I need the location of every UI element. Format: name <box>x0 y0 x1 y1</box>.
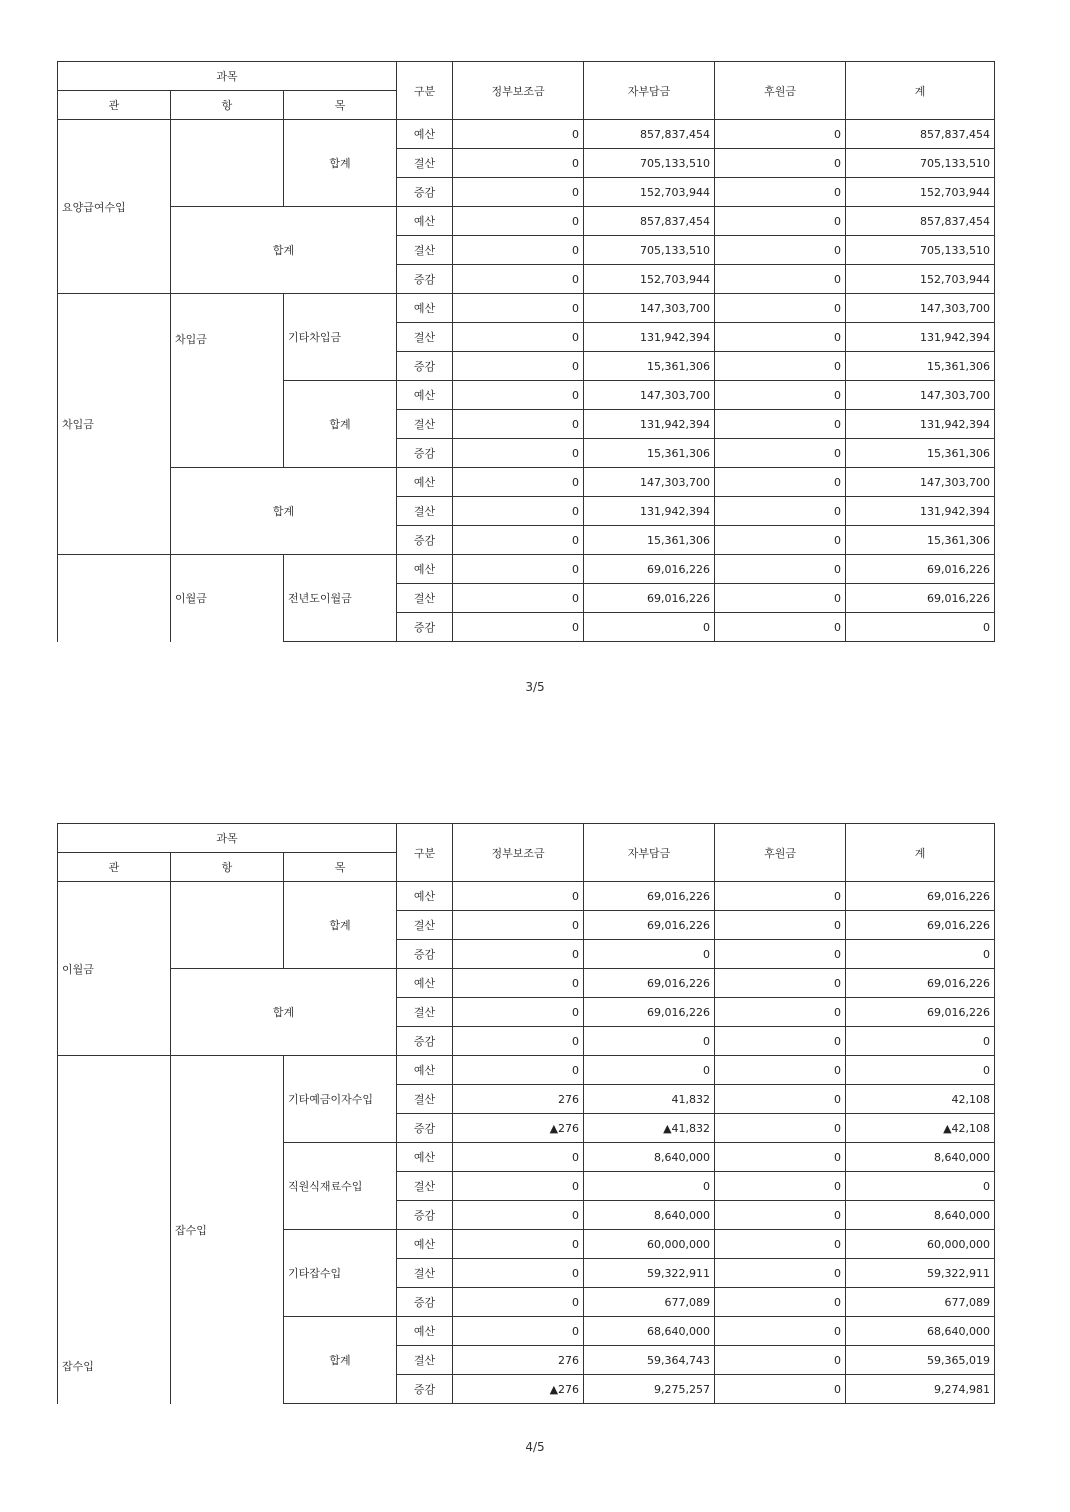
total-cell: 131,942,394 <box>846 497 995 526</box>
donation-cell: 0 <box>715 584 846 613</box>
total-cell: 152,703,944 <box>846 265 995 294</box>
gubun-cell: 결산 <box>397 584 453 613</box>
gov-subsidy-cell: ▲276 <box>453 1114 584 1143</box>
total-cell: 705,133,510 <box>846 236 995 265</box>
gov-subsidy-cell: 0 <box>453 969 584 998</box>
total-cell: 69,016,226 <box>846 911 995 940</box>
donation-cell: 0 <box>715 468 846 497</box>
gov-subsidy-cell: 0 <box>453 1317 584 1346</box>
header-row <box>58 824 995 853</box>
header-subject: 과목 <box>58 62 397 91</box>
header-self-burden: 자부담금 <box>584 824 715 882</box>
header-gwan: 관 <box>58 853 171 882</box>
gubun-cell: 결산 <box>397 1085 453 1114</box>
donation-cell: 0 <box>715 1288 846 1317</box>
donation-cell: 0 <box>715 1114 846 1143</box>
self-burden-cell: 69,016,226 <box>584 555 715 584</box>
self-burden-cell: 152,703,944 <box>584 178 715 207</box>
gubun-cell: 증감 <box>397 526 453 555</box>
gubun-cell: 예산 <box>397 555 453 584</box>
donation-cell: 0 <box>715 1027 846 1056</box>
donation-cell: 0 <box>715 1317 846 1346</box>
self-burden-cell: 69,016,226 <box>584 911 715 940</box>
gov-subsidy-cell: 0 <box>453 207 584 236</box>
gubun-cell: 예산 <box>397 207 453 236</box>
gubun-cell: 증감 <box>397 1375 453 1404</box>
self-burden-cell: 15,361,306 <box>584 526 715 555</box>
gubun-cell: 예산 <box>397 969 453 998</box>
total-cell: 677,089 <box>846 1288 995 1317</box>
gov-subsidy-cell: 0 <box>453 468 584 497</box>
donation-cell: 0 <box>715 1143 846 1172</box>
self-burden-cell: 131,942,394 <box>584 410 715 439</box>
self-burden-cell: 8,640,000 <box>584 1143 715 1172</box>
mok-cell: 직원식재료수입 <box>284 1143 397 1230</box>
header-self-burden: 자부담금 <box>584 62 715 120</box>
header-total: 계 <box>846 62 995 120</box>
gov-subsidy-cell: 0 <box>453 265 584 294</box>
total-cell: 131,942,394 <box>846 410 995 439</box>
gubun-cell: 예산 <box>397 120 453 149</box>
total-cell: 152,703,944 <box>846 178 995 207</box>
total-cell: 68,640,000 <box>846 1317 995 1346</box>
gov-subsidy-cell: 0 <box>453 352 584 381</box>
donation-cell: 0 <box>715 207 846 236</box>
total-cell: 69,016,226 <box>846 584 995 613</box>
self-burden-cell: 857,837,454 <box>584 207 715 236</box>
gubun-cell: 예산 <box>397 468 453 497</box>
total-cell: 15,361,306 <box>846 352 995 381</box>
table-row <box>58 120 995 149</box>
donation-cell: 0 <box>715 1230 846 1259</box>
page-4 <box>0 762 1070 1512</box>
gov-subsidy-cell: 0 <box>453 1230 584 1259</box>
donation-cell: 0 <box>715 439 846 468</box>
gov-subsidy-cell: 276 <box>453 1346 584 1375</box>
gov-subsidy-cell: 0 <box>453 149 584 178</box>
donation-cell: 0 <box>715 352 846 381</box>
total-cell: 147,303,700 <box>846 381 995 410</box>
gov-subsidy-cell: 0 <box>453 613 584 642</box>
header-row <box>58 62 995 91</box>
self-burden-cell: 69,016,226 <box>584 969 715 998</box>
table-row <box>58 207 995 236</box>
total-cell: 69,016,226 <box>846 882 995 911</box>
table-row <box>58 969 995 998</box>
self-burden-cell: 69,016,226 <box>584 882 715 911</box>
gwan-cell: 요양급여수입 <box>58 120 171 294</box>
donation-cell: 0 <box>715 911 846 940</box>
donation-cell: 0 <box>715 265 846 294</box>
gubun-cell: 예산 <box>397 1230 453 1259</box>
gwan-cell: 잡수입 <box>58 1056 171 1404</box>
total-cell: 69,016,226 <box>846 555 995 584</box>
header-mok: 목 <box>284 853 397 882</box>
hang-mok-total-cell: 합계 <box>171 207 397 294</box>
mok-cell: 합계 <box>284 882 397 969</box>
total-cell: ▲42,108 <box>846 1114 995 1143</box>
donation-cell: 0 <box>715 1375 846 1404</box>
mok-cell: 기타예금이자수입 <box>284 1056 397 1143</box>
gubun-cell: 예산 <box>397 882 453 911</box>
gubun-cell: 예산 <box>397 1143 453 1172</box>
gov-subsidy-cell: 0 <box>453 882 584 911</box>
table-row <box>58 555 995 584</box>
mok-cell: 합계 <box>284 120 397 207</box>
total-cell: 0 <box>846 940 995 969</box>
header-hang: 항 <box>171 91 284 120</box>
donation-cell: 0 <box>715 381 846 410</box>
gubun-cell: 증감 <box>397 1027 453 1056</box>
budget-table-page-4 <box>57 823 995 1404</box>
donation-cell: 0 <box>715 555 846 584</box>
table-row <box>58 294 995 323</box>
donation-cell: 0 <box>715 940 846 969</box>
hang-mok-total-cell: 합계 <box>171 468 397 555</box>
total-cell: 69,016,226 <box>846 969 995 998</box>
gov-subsidy-cell: 0 <box>453 497 584 526</box>
gov-subsidy-cell: 0 <box>453 1259 584 1288</box>
gov-subsidy-cell: 0 <box>453 120 584 149</box>
gubun-cell: 결산 <box>397 998 453 1027</box>
gwan-cell <box>58 555 171 642</box>
self-burden-cell: 147,303,700 <box>584 381 715 410</box>
self-burden-cell: 0 <box>584 1027 715 1056</box>
gwan-cell: 이월금 <box>58 882 171 1056</box>
donation-cell: 0 <box>715 526 846 555</box>
donation-cell: 0 <box>715 236 846 265</box>
donation-cell: 0 <box>715 969 846 998</box>
gwan-cell: 차입금 <box>58 294 171 555</box>
gubun-cell: 증감 <box>397 439 453 468</box>
total-cell: 15,361,306 <box>846 439 995 468</box>
gubun-cell: 증감 <box>397 352 453 381</box>
gov-subsidy-cell: 0 <box>453 1056 584 1085</box>
self-burden-cell: 69,016,226 <box>584 584 715 613</box>
gubun-cell: 증감 <box>397 1201 453 1230</box>
hang-cell: 차입금 <box>171 294 284 468</box>
gubun-cell: 결산 <box>397 1259 453 1288</box>
header-hang: 항 <box>171 853 284 882</box>
gubun-cell: 증감 <box>397 178 453 207</box>
gubun-cell: 예산 <box>397 1317 453 1346</box>
total-cell: 60,000,000 <box>846 1230 995 1259</box>
self-burden-cell: 60,000,000 <box>584 1230 715 1259</box>
donation-cell: 0 <box>715 410 846 439</box>
self-burden-cell: 152,703,944 <box>584 265 715 294</box>
gov-subsidy-cell: 0 <box>453 1288 584 1317</box>
gov-subsidy-cell: 0 <box>453 178 584 207</box>
donation-cell: 0 <box>715 1056 846 1085</box>
gubun-cell: 예산 <box>397 294 453 323</box>
self-burden-cell: 147,303,700 <box>584 468 715 497</box>
total-cell: 147,303,700 <box>846 294 995 323</box>
hang-cell <box>171 120 284 207</box>
gov-subsidy-cell: 0 <box>453 439 584 468</box>
self-burden-cell: 9,275,257 <box>584 1375 715 1404</box>
total-cell: 131,942,394 <box>846 323 995 352</box>
header-gubun: 구분 <box>397 824 453 882</box>
self-burden-cell: 705,133,510 <box>584 149 715 178</box>
gov-subsidy-cell: 0 <box>453 998 584 1027</box>
gov-subsidy-cell: 0 <box>453 1201 584 1230</box>
donation-cell: 0 <box>715 120 846 149</box>
hang-cell <box>171 882 284 969</box>
gov-subsidy-cell: 0 <box>453 1143 584 1172</box>
self-burden-cell: ▲41,832 <box>584 1114 715 1143</box>
budget-table-page-3 <box>57 61 995 642</box>
donation-cell: 0 <box>715 294 846 323</box>
header-donation: 후원금 <box>715 824 846 882</box>
self-burden-cell: 147,303,700 <box>584 294 715 323</box>
donation-cell: 0 <box>715 882 846 911</box>
gubun-cell: 증감 <box>397 265 453 294</box>
hang-cell: 이월금 <box>171 555 284 642</box>
self-burden-cell: 0 <box>584 1056 715 1085</box>
total-cell: 0 <box>846 1172 995 1201</box>
gubun-cell: 결산 <box>397 911 453 940</box>
header-gov-subsidy: 정부보조금 <box>453 62 584 120</box>
self-burden-cell: 69,016,226 <box>584 998 715 1027</box>
gubun-cell: 결산 <box>397 497 453 526</box>
self-burden-cell: 41,832 <box>584 1085 715 1114</box>
donation-cell: 0 <box>715 998 846 1027</box>
gov-subsidy-cell: 0 <box>453 940 584 969</box>
self-burden-cell: 131,942,394 <box>584 323 715 352</box>
total-cell: 69,016,226 <box>846 998 995 1027</box>
gubun-cell: 예산 <box>397 381 453 410</box>
gubun-cell: 증감 <box>397 613 453 642</box>
gubun-cell: 증감 <box>397 1114 453 1143</box>
self-burden-cell: 705,133,510 <box>584 236 715 265</box>
table-row <box>58 882 995 911</box>
gubun-cell: 증감 <box>397 1288 453 1317</box>
gubun-cell: 결산 <box>397 410 453 439</box>
total-cell: 0 <box>846 1056 995 1085</box>
header-gov-subsidy: 정부보조금 <box>453 824 584 882</box>
gov-subsidy-cell: 0 <box>453 410 584 439</box>
self-burden-cell: 677,089 <box>584 1288 715 1317</box>
page-number: 3/5 <box>525 680 545 694</box>
gubun-cell: 결산 <box>397 236 453 265</box>
header-total: 계 <box>846 824 995 882</box>
gov-subsidy-cell: 0 <box>453 1027 584 1056</box>
gubun-cell: 결산 <box>397 1172 453 1201</box>
mok-cell: 기타차입금 <box>284 294 397 381</box>
self-burden-cell: 59,322,911 <box>584 1259 715 1288</box>
gubun-cell: 결산 <box>397 149 453 178</box>
self-burden-cell: 15,361,306 <box>584 439 715 468</box>
donation-cell: 0 <box>715 1201 846 1230</box>
self-burden-cell: 0 <box>584 613 715 642</box>
table-row <box>58 468 995 497</box>
gov-subsidy-cell: 0 <box>453 381 584 410</box>
donation-cell: 0 <box>715 178 846 207</box>
total-cell: 15,361,306 <box>846 526 995 555</box>
self-burden-cell: 15,361,306 <box>584 352 715 381</box>
gubun-cell: 결산 <box>397 323 453 352</box>
total-cell: 8,640,000 <box>846 1201 995 1230</box>
total-cell: 0 <box>846 613 995 642</box>
total-cell: 857,837,454 <box>846 120 995 149</box>
header-donation: 후원금 <box>715 62 846 120</box>
table-row <box>58 1056 995 1085</box>
total-cell: 147,303,700 <box>846 468 995 497</box>
total-cell: 0 <box>846 1027 995 1056</box>
donation-cell: 0 <box>715 497 846 526</box>
hang-mok-total-cell: 합계 <box>171 969 397 1056</box>
gov-subsidy-cell: ▲276 <box>453 1375 584 1404</box>
header-subject: 과목 <box>58 824 397 853</box>
mok-cell: 전년도이월금 <box>284 555 397 642</box>
mok-cell: 기타잡수입 <box>284 1230 397 1317</box>
self-burden-cell: 8,640,000 <box>584 1201 715 1230</box>
total-cell: 705,133,510 <box>846 149 995 178</box>
self-burden-cell: 0 <box>584 1172 715 1201</box>
gov-subsidy-cell: 0 <box>453 911 584 940</box>
gov-subsidy-cell: 276 <box>453 1085 584 1114</box>
gov-subsidy-cell: 0 <box>453 584 584 613</box>
gov-subsidy-cell: 0 <box>453 526 584 555</box>
total-cell: 9,274,981 <box>846 1375 995 1404</box>
gubun-cell: 결산 <box>397 1346 453 1375</box>
hang-cell: 잡수입 <box>171 1056 284 1404</box>
gov-subsidy-cell: 0 <box>453 294 584 323</box>
donation-cell: 0 <box>715 1172 846 1201</box>
total-cell: 42,108 <box>846 1085 995 1114</box>
donation-cell: 0 <box>715 1259 846 1288</box>
total-cell: 8,640,000 <box>846 1143 995 1172</box>
gov-subsidy-cell: 0 <box>453 323 584 352</box>
total-cell: 59,322,911 <box>846 1259 995 1288</box>
mok-cell: 합계 <box>284 1317 397 1404</box>
gov-subsidy-cell: 0 <box>453 555 584 584</box>
self-burden-cell: 0 <box>584 940 715 969</box>
header-gwan: 관 <box>58 91 171 120</box>
total-cell: 857,837,454 <box>846 207 995 236</box>
total-cell: 59,365,019 <box>846 1346 995 1375</box>
donation-cell: 0 <box>715 323 846 352</box>
header-mok: 목 <box>284 91 397 120</box>
self-burden-cell: 131,942,394 <box>584 497 715 526</box>
gov-subsidy-cell: 0 <box>453 1172 584 1201</box>
donation-cell: 0 <box>715 1085 846 1114</box>
page-number: 4/5 <box>525 1440 545 1454</box>
self-burden-cell: 68,640,000 <box>584 1317 715 1346</box>
gubun-cell: 증감 <box>397 940 453 969</box>
gov-subsidy-cell: 0 <box>453 236 584 265</box>
donation-cell: 0 <box>715 1346 846 1375</box>
gubun-cell: 예산 <box>397 1056 453 1085</box>
donation-cell: 0 <box>715 613 846 642</box>
mok-cell: 합계 <box>284 381 397 468</box>
header-gubun: 구분 <box>397 62 453 120</box>
donation-cell: 0 <box>715 149 846 178</box>
self-burden-cell: 59,364,743 <box>584 1346 715 1375</box>
self-burden-cell: 857,837,454 <box>584 120 715 149</box>
